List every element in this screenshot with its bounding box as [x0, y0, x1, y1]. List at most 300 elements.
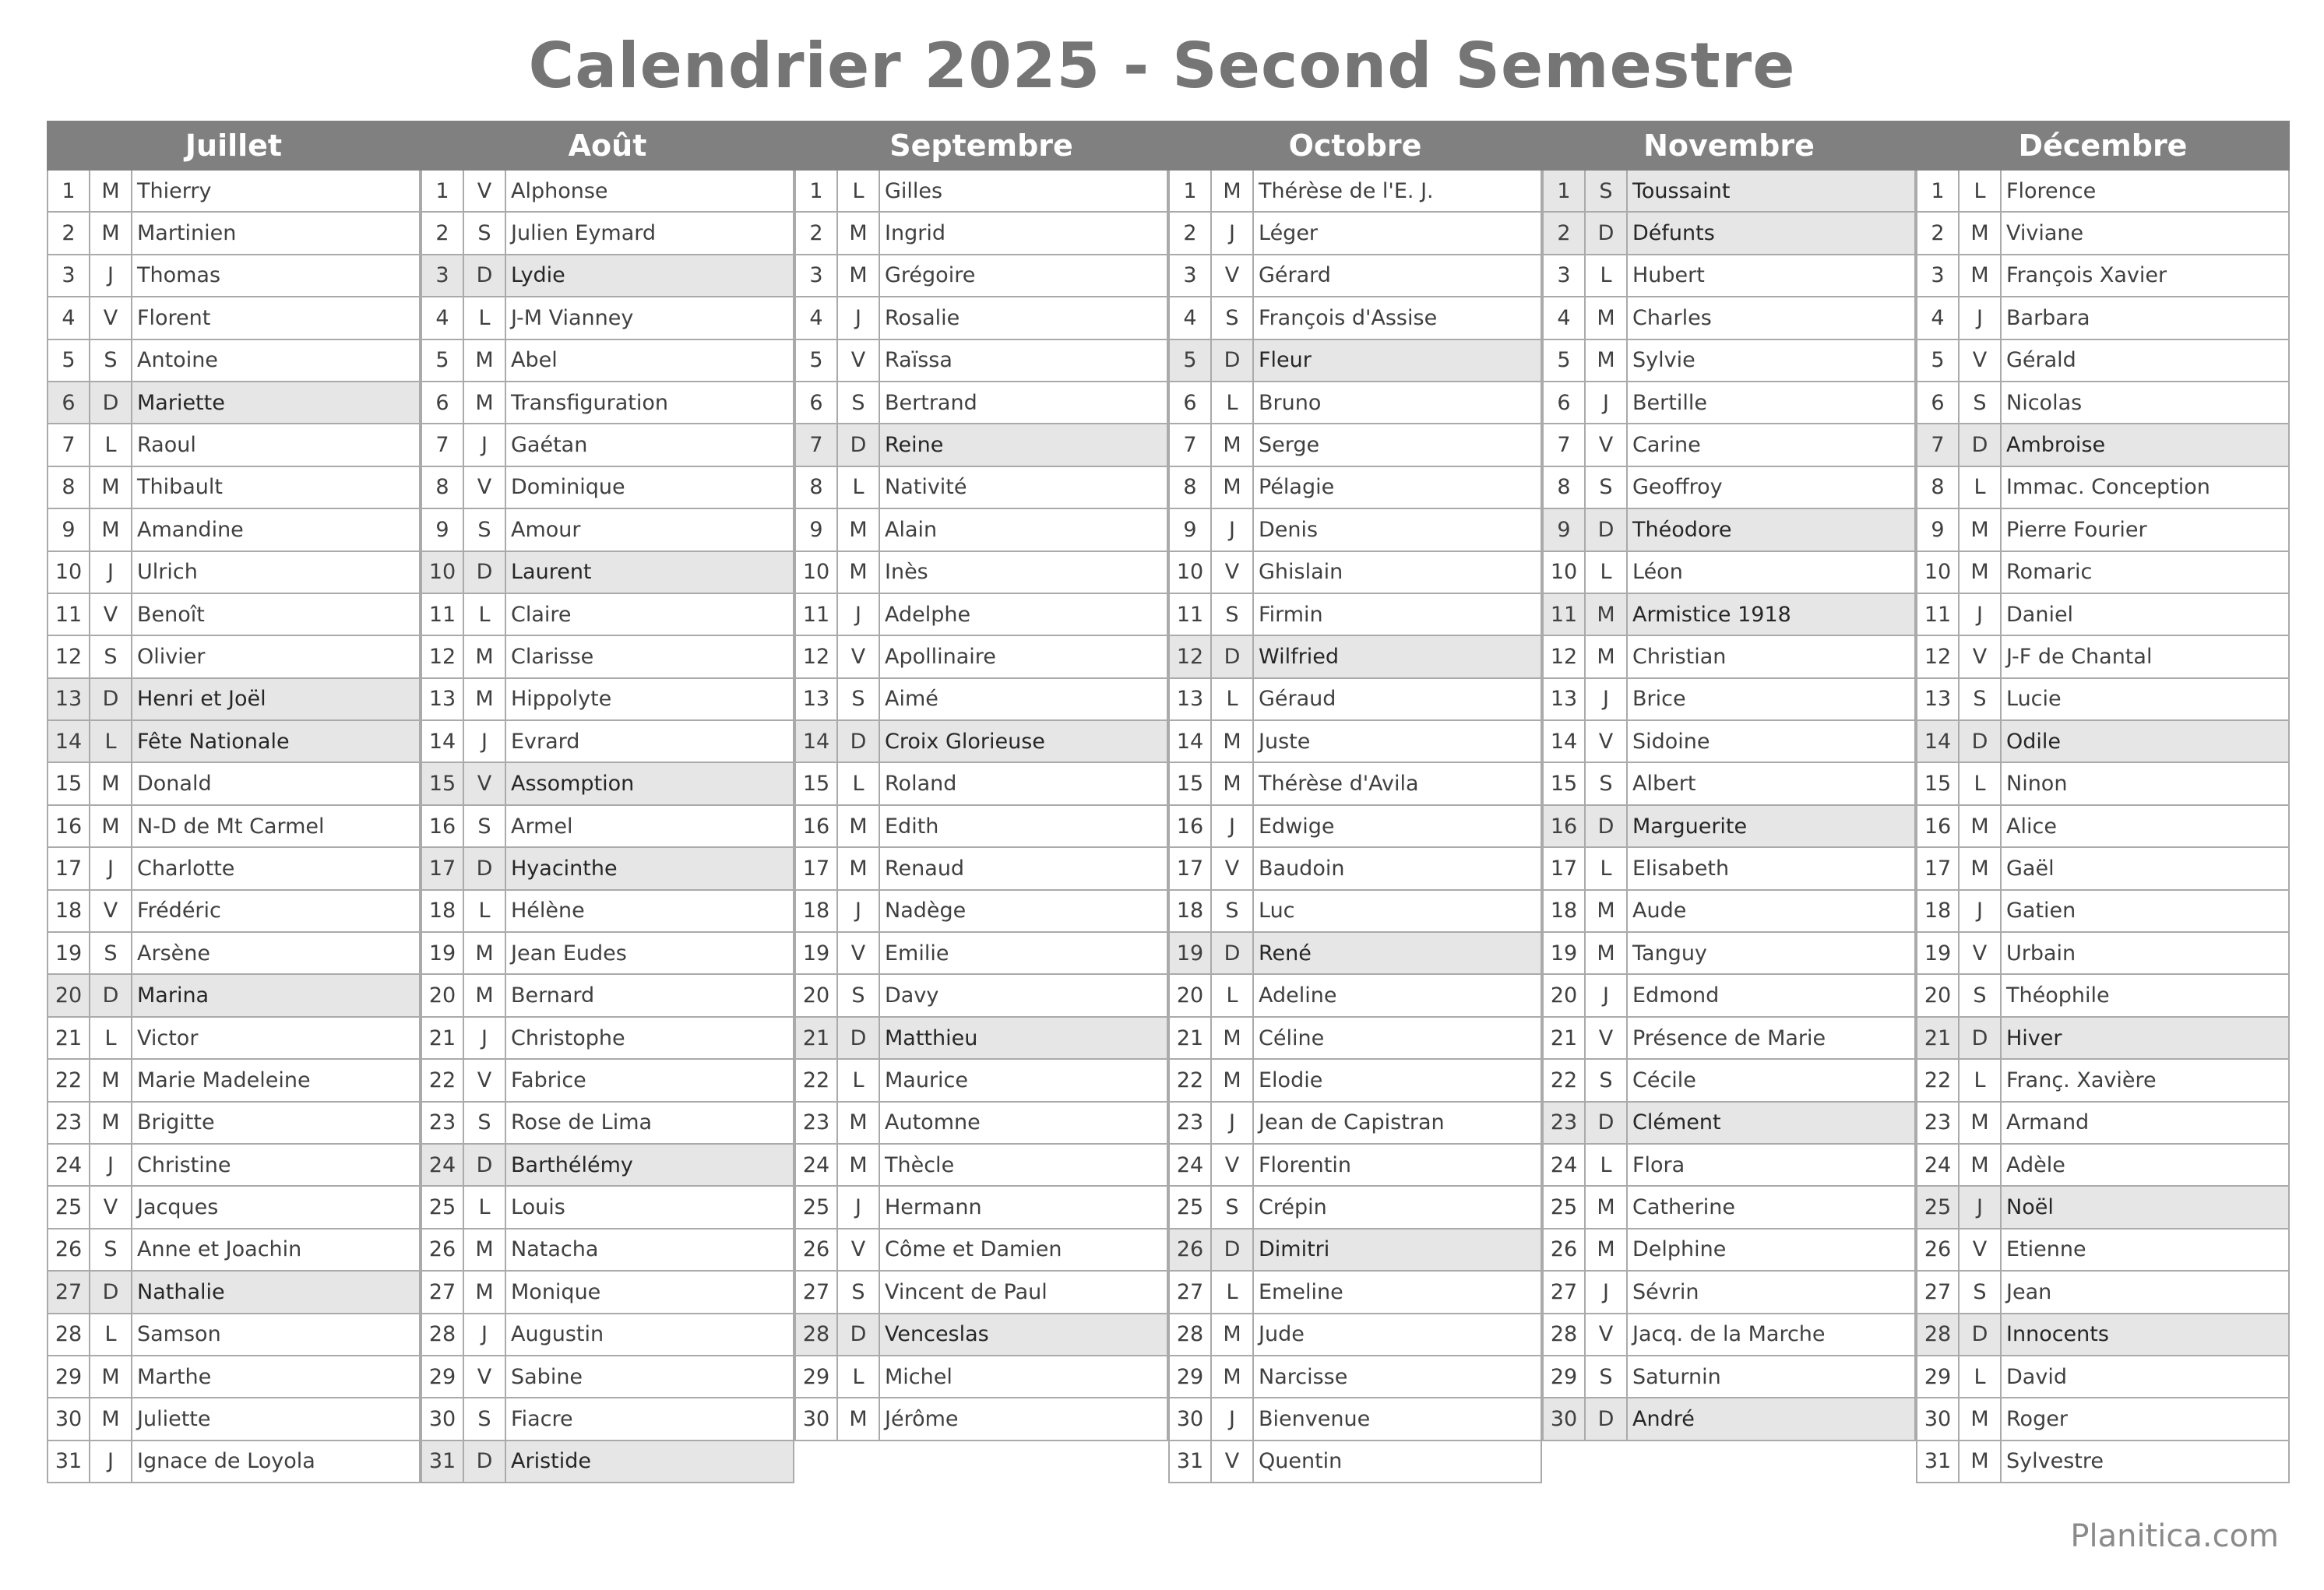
saint-name: Urbain — [2000, 933, 2290, 973]
weekday-letter: L — [836, 171, 879, 211]
day-row — [794, 297, 1168, 339]
weekday-letter: M — [836, 509, 879, 550]
day-number: 30 — [794, 1398, 836, 1439]
day-row — [1916, 594, 2290, 636]
day-row — [1916, 552, 2290, 594]
day-row — [1916, 509, 2290, 551]
day-row — [794, 679, 1168, 721]
day-row — [47, 806, 421, 848]
day-number: 23 — [794, 1103, 836, 1143]
saint-name: Thierry — [131, 171, 421, 211]
weekday-letter: S — [89, 933, 131, 973]
day-row — [1168, 1018, 1542, 1060]
weekday-letter: S — [836, 382, 879, 423]
saint-name: Crépin — [1252, 1187, 1542, 1227]
weekday-letter: D — [1584, 806, 1626, 846]
saint-name: Dimitri — [1252, 1229, 1542, 1270]
day-number: 22 — [1916, 1060, 1958, 1100]
day-list — [1542, 171, 1916, 1441]
weekday-letter: M — [1958, 1145, 2000, 1185]
day-number: 11 — [1916, 594, 1958, 635]
day-number: 2 — [1542, 213, 1584, 253]
saint-name: Marguerite — [1626, 806, 1916, 846]
day-row — [421, 467, 794, 509]
day-row — [1916, 1398, 2290, 1440]
weekday-letter: L — [836, 467, 879, 508]
saint-name: Armistice 1918 — [1626, 594, 1916, 635]
weekday-letter: V — [89, 297, 131, 338]
saint-name: Hubert — [1626, 255, 1916, 296]
weekday-letter: M — [463, 382, 505, 423]
day-row — [421, 636, 794, 678]
saint-name: Laurent — [505, 552, 794, 593]
day-number: 14 — [1168, 721, 1210, 762]
day-row — [1168, 509, 1542, 551]
day-row — [421, 1187, 794, 1229]
saint-name: François Xavier — [2000, 255, 2290, 296]
day-row — [1542, 891, 1916, 933]
saint-name: Adeline — [1252, 975, 1542, 1015]
day-number: 26 — [1916, 1229, 1958, 1270]
saint-name: Défunts — [1626, 213, 1916, 253]
saint-name: Ambroise — [2000, 424, 2290, 465]
weekday-letter: S — [463, 1103, 505, 1143]
day-number: 27 — [1916, 1272, 1958, 1312]
day-row — [794, 552, 1168, 594]
weekday-letter: L — [1958, 1356, 2000, 1397]
day-row — [1916, 975, 2290, 1017]
day-number: 10 — [1916, 552, 1958, 593]
day-number: 21 — [421, 1018, 463, 1058]
weekday-letter: M — [1958, 848, 2000, 888]
day-number: 2 — [1168, 213, 1210, 253]
weekday-letter: J — [1584, 975, 1626, 1015]
day-number: 31 — [1168, 1441, 1210, 1482]
day-list — [1916, 171, 2290, 1483]
day-row — [1916, 1060, 2290, 1102]
weekday-letter: M — [463, 679, 505, 719]
day-number: 1 — [47, 171, 89, 211]
saint-name: Inès — [879, 552, 1168, 593]
day-row — [1916, 891, 2290, 933]
day-number: 13 — [421, 679, 463, 719]
weekday-letter: L — [1210, 382, 1252, 423]
day-number: 12 — [47, 636, 89, 677]
saint-name: Ghislain — [1252, 552, 1542, 593]
day-number: 7 — [1916, 424, 1958, 465]
day-number: 28 — [421, 1314, 463, 1355]
saint-name: Brice — [1626, 679, 1916, 719]
day-number: 4 — [1916, 297, 1958, 338]
day-row — [1916, 933, 2290, 975]
day-number: 12 — [1168, 636, 1210, 677]
day-number: 11 — [1168, 594, 1210, 635]
day-number: 20 — [1542, 975, 1584, 1015]
saint-name: Sabine — [505, 1356, 794, 1397]
day-row — [421, 1103, 794, 1145]
day-row — [794, 1103, 1168, 1145]
weekday-letter: S — [1210, 297, 1252, 338]
day-number: 23 — [47, 1103, 89, 1143]
saint-name: Présence de Marie — [1626, 1018, 1916, 1058]
saint-name: Davy — [879, 975, 1168, 1015]
day-row — [47, 763, 421, 805]
weekday-letter: S — [1584, 1060, 1626, 1100]
weekday-letter: S — [1958, 975, 2000, 1015]
day-row — [421, 763, 794, 805]
saint-name: André — [1626, 1398, 1916, 1439]
day-number: 8 — [794, 467, 836, 508]
day-number: 7 — [1542, 424, 1584, 465]
saint-name: Florentin — [1252, 1145, 1542, 1185]
day-row — [421, 1356, 794, 1398]
weekday-letter: S — [463, 1398, 505, 1439]
day-number: 5 — [421, 340, 463, 381]
saint-name: Odile — [2000, 721, 2290, 762]
day-row — [421, 1145, 794, 1187]
saint-name: Rose de Lima — [505, 1103, 794, 1143]
saint-name: Nathalie — [131, 1272, 421, 1312]
weekday-letter: S — [1958, 679, 2000, 719]
weekday-letter: M — [836, 848, 879, 888]
day-row — [794, 933, 1168, 975]
day-number: 12 — [1542, 636, 1584, 677]
day-row — [47, 297, 421, 339]
weekday-letter: V — [463, 1060, 505, 1100]
weekday-letter: M — [89, 509, 131, 550]
day-row — [1542, 213, 1916, 255]
weekday-letter: D — [1958, 1314, 2000, 1355]
weekday-letter: D — [1210, 1229, 1252, 1270]
day-row — [421, 1060, 794, 1102]
month-header: Juillet — [47, 121, 421, 171]
day-number: 28 — [794, 1314, 836, 1355]
weekday-letter: M — [1958, 552, 2000, 593]
day-row — [421, 1272, 794, 1314]
saint-name: Matthieu — [879, 1018, 1168, 1058]
day-number: 26 — [1168, 1229, 1210, 1270]
day-number: 13 — [47, 679, 89, 719]
weekday-letter: D — [1210, 340, 1252, 381]
saint-name: Henri et Joël — [131, 679, 421, 719]
day-number: 30 — [1916, 1398, 1958, 1439]
saint-name: Brigitte — [131, 1103, 421, 1143]
day-row — [1168, 763, 1542, 805]
day-row — [794, 806, 1168, 848]
saint-name: Thérèse d'Avila — [1252, 763, 1542, 804]
saint-name: Jérôme — [879, 1398, 1168, 1439]
day-row — [421, 721, 794, 763]
weekday-letter: M — [89, 171, 131, 211]
day-row — [47, 1398, 421, 1440]
weekday-letter: S — [1584, 1356, 1626, 1397]
saint-name: Baudoin — [1252, 848, 1542, 888]
day-number: 4 — [421, 297, 463, 338]
day-row — [1916, 806, 2290, 848]
day-number: 31 — [47, 1441, 89, 1482]
day-row — [794, 1229, 1168, 1272]
month-header: Octobre — [1168, 121, 1542, 171]
day-row — [1168, 933, 1542, 975]
day-row — [421, 891, 794, 933]
weekday-letter: M — [836, 1145, 879, 1185]
saint-name: Noël — [2000, 1187, 2290, 1227]
day-number: 9 — [421, 509, 463, 550]
weekday-letter: D — [463, 1145, 505, 1185]
saint-name: Jacq. de la Marche — [1626, 1314, 1916, 1355]
saint-name: Bruno — [1252, 382, 1542, 423]
weekday-letter: J — [1958, 297, 2000, 338]
day-row — [1168, 424, 1542, 466]
day-row — [47, 1018, 421, 1060]
day-row — [1168, 679, 1542, 721]
saint-name: Edith — [879, 806, 1168, 846]
saint-name: Automne — [879, 1103, 1168, 1143]
weekday-letter: S — [836, 975, 879, 1015]
day-number: 17 — [421, 848, 463, 888]
weekday-letter: V — [836, 636, 879, 677]
saint-name: Gatien — [2000, 891, 2290, 931]
weekday-letter: S — [463, 213, 505, 253]
saint-name: Maurice — [879, 1060, 1168, 1100]
weekday-letter: V — [836, 1229, 879, 1270]
day-row — [794, 1187, 1168, 1229]
day-row — [1542, 1272, 1916, 1314]
day-number: 2 — [421, 213, 463, 253]
day-number: 24 — [47, 1145, 89, 1185]
day-number: 5 — [1542, 340, 1584, 381]
saint-name: Etienne — [2000, 1229, 2290, 1270]
day-number: 25 — [1168, 1187, 1210, 1227]
day-row — [1168, 1441, 1542, 1483]
day-number: 17 — [1916, 848, 1958, 888]
saint-name: Assomption — [505, 763, 794, 804]
saint-name: Tanguy — [1626, 933, 1916, 973]
weekday-letter: D — [1584, 1103, 1626, 1143]
weekday-letter: M — [89, 1060, 131, 1100]
weekday-letter: S — [1958, 382, 2000, 423]
saint-name: Pierre Fourier — [2000, 509, 2290, 550]
weekday-letter: M — [1958, 509, 2000, 550]
day-row — [421, 171, 794, 213]
day-row — [421, 1229, 794, 1272]
saint-name: Nicolas — [2000, 382, 2290, 423]
day-number: 1 — [1168, 171, 1210, 211]
saint-name: Théophile — [2000, 975, 2290, 1015]
day-number: 15 — [1916, 763, 1958, 804]
weekday-letter: S — [463, 806, 505, 846]
weekday-letter: M — [1584, 636, 1626, 677]
weekday-letter: M — [1958, 806, 2000, 846]
day-row — [1168, 594, 1542, 636]
saint-name: Fiacre — [505, 1398, 794, 1439]
saint-name: Thérèse de l'E. J. — [1252, 171, 1542, 211]
day-row — [1542, 1229, 1916, 1272]
weekday-letter: D — [1958, 1018, 2000, 1058]
day-row — [1916, 636, 2290, 678]
weekday-letter: S — [1210, 1187, 1252, 1227]
weekday-letter: D — [1958, 424, 2000, 465]
day-row — [421, 1018, 794, 1060]
day-row — [421, 424, 794, 466]
saint-name: Gaël — [2000, 848, 2290, 888]
day-row — [1916, 1272, 2290, 1314]
saint-name: Marthe — [131, 1356, 421, 1397]
saint-name: Transfiguration — [505, 382, 794, 423]
weekday-letter: L — [89, 424, 131, 465]
day-number: 16 — [47, 806, 89, 846]
saint-name: Alain — [879, 509, 1168, 550]
day-row — [794, 424, 1168, 466]
day-number: 30 — [47, 1398, 89, 1439]
day-row — [1168, 891, 1542, 933]
weekday-letter: M — [89, 213, 131, 253]
day-row — [47, 721, 421, 763]
saint-name: Toussaint — [1626, 171, 1916, 211]
day-row — [1168, 552, 1542, 594]
saint-name: N-D de Mt Carmel — [131, 806, 421, 846]
saint-name: Léon — [1626, 552, 1916, 593]
saint-name: Thomas — [131, 255, 421, 296]
day-row — [1542, 1398, 1916, 1440]
saint-name: Rosalie — [879, 297, 1168, 338]
saint-name: Quentin — [1252, 1441, 1542, 1482]
day-number: 18 — [421, 891, 463, 931]
day-row — [47, 933, 421, 975]
saint-name: Adèle — [2000, 1145, 2290, 1185]
day-row — [1168, 1229, 1542, 1272]
weekday-letter: J — [89, 1145, 131, 1185]
saint-name: Hélène — [505, 891, 794, 931]
day-row — [794, 1145, 1168, 1187]
day-row — [794, 975, 1168, 1017]
weekday-letter: J — [463, 1314, 505, 1355]
weekday-letter: S — [1958, 1272, 2000, 1312]
weekday-letter: M — [1584, 594, 1626, 635]
saint-name: Jean — [2000, 1272, 2290, 1312]
weekday-letter: S — [89, 636, 131, 677]
day-number: 12 — [421, 636, 463, 677]
day-number: 25 — [421, 1187, 463, 1227]
day-row — [1168, 213, 1542, 255]
day-number: 8 — [1168, 467, 1210, 508]
weekday-letter: V — [1210, 552, 1252, 593]
day-number: 1 — [421, 171, 463, 211]
day-number: 28 — [1542, 1314, 1584, 1355]
day-number: 26 — [47, 1229, 89, 1270]
day-number: 6 — [794, 382, 836, 423]
saint-name: J-M Vianney — [505, 297, 794, 338]
day-number: 9 — [1916, 509, 1958, 550]
day-row — [47, 213, 421, 255]
weekday-letter: M — [1584, 1229, 1626, 1270]
weekday-letter: J — [1958, 594, 2000, 635]
day-row — [1916, 467, 2290, 509]
day-number: 16 — [421, 806, 463, 846]
weekday-letter: M — [1958, 213, 2000, 253]
day-row — [1168, 1272, 1542, 1314]
day-number: 19 — [47, 933, 89, 973]
weekday-letter: L — [1958, 467, 2000, 508]
saint-name: Thècle — [879, 1145, 1168, 1185]
day-row — [1542, 297, 1916, 339]
day-row — [794, 467, 1168, 509]
saint-name: Olivier — [131, 636, 421, 677]
day-number: 7 — [1168, 424, 1210, 465]
saint-name: Jacques — [131, 1187, 421, 1227]
weekday-letter: M — [1584, 340, 1626, 381]
day-row — [1168, 1356, 1542, 1398]
saint-name: Théodore — [1626, 509, 1916, 550]
saint-name: Aude — [1626, 891, 1916, 931]
saint-name: Gérald — [2000, 340, 2290, 381]
day-number: 13 — [1916, 679, 1958, 719]
weekday-letter: M — [89, 1103, 131, 1143]
weekday-letter: M — [1210, 763, 1252, 804]
day-number: 22 — [794, 1060, 836, 1100]
day-row — [794, 1272, 1168, 1314]
day-number: 16 — [1168, 806, 1210, 846]
day-row — [1168, 1187, 1542, 1229]
day-number: 5 — [1916, 340, 1958, 381]
day-number: 14 — [47, 721, 89, 762]
weekday-letter: D — [89, 679, 131, 719]
day-number: 5 — [47, 340, 89, 381]
day-row — [1542, 171, 1916, 213]
day-row — [1168, 467, 1542, 509]
day-row — [1168, 636, 1542, 678]
saint-name: Ninon — [2000, 763, 2290, 804]
saint-name: Charlotte — [131, 848, 421, 888]
day-row — [1916, 721, 2290, 763]
saint-name: Amandine — [131, 509, 421, 550]
day-number: 6 — [1168, 382, 1210, 423]
weekday-letter: M — [1210, 424, 1252, 465]
weekday-letter: L — [1958, 763, 2000, 804]
day-number: 13 — [1542, 679, 1584, 719]
saint-name: Gérard — [1252, 255, 1542, 296]
day-number: 23 — [1916, 1103, 1958, 1143]
day-number: 7 — [421, 424, 463, 465]
day-number: 21 — [794, 1018, 836, 1058]
day-row — [1542, 1145, 1916, 1187]
day-row — [1168, 382, 1542, 424]
saint-name: Immac. Conception — [2000, 467, 2290, 508]
day-row — [1542, 467, 1916, 509]
weekday-letter: M — [1210, 171, 1252, 211]
day-row — [1168, 171, 1542, 213]
day-row — [1916, 1441, 2290, 1483]
saint-name: Romaric — [2000, 552, 2290, 593]
day-number: 14 — [1542, 721, 1584, 762]
saint-name: Michel — [879, 1356, 1168, 1397]
weekday-letter: M — [463, 636, 505, 677]
weekday-letter: M — [89, 1398, 131, 1439]
saint-name: Cécile — [1626, 1060, 1916, 1100]
weekday-letter: V — [89, 594, 131, 635]
weekday-letter: L — [463, 594, 505, 635]
footer-brand: Planitica.com — [2070, 1518, 2279, 1554]
day-number: 20 — [421, 975, 463, 1015]
weekday-letter: S — [1584, 171, 1626, 211]
month-column — [47, 121, 421, 1483]
day-row — [421, 340, 794, 382]
day-number: 17 — [47, 848, 89, 888]
weekday-letter: V — [1584, 1018, 1626, 1058]
day-number: 28 — [1916, 1314, 1958, 1355]
day-row — [1168, 848, 1542, 890]
saint-name: Franç. Xavière — [2000, 1060, 2290, 1100]
